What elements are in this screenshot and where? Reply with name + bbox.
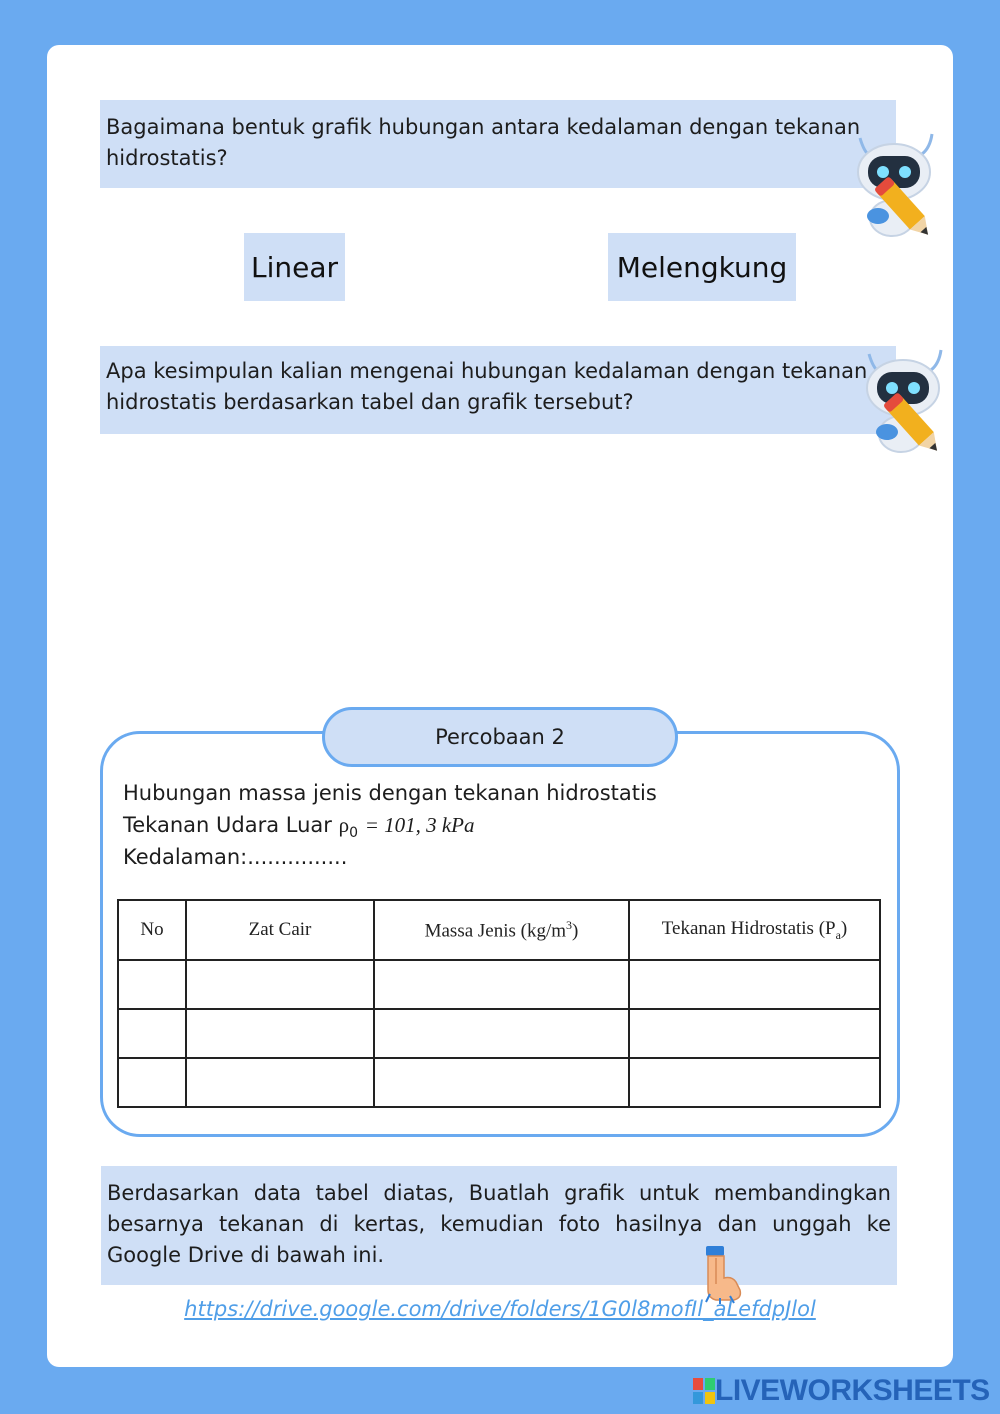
- outside-pressure-label: Tekanan Udara Luar: [123, 813, 332, 837]
- robot-pencil-icon: [848, 130, 944, 240]
- pressure-subscript: 0: [349, 825, 358, 842]
- cell-input[interactable]: [118, 1009, 186, 1058]
- cell-input[interactable]: [186, 1058, 374, 1107]
- cell-input[interactable]: [374, 1009, 629, 1058]
- cell-input[interactable]: [118, 1058, 186, 1107]
- table-row: [118, 1009, 880, 1058]
- cell-input[interactable]: [186, 960, 374, 1009]
- liveworksheets-logo: [693, 1374, 990, 1408]
- option-melengkung[interactable]: Melengkung: [608, 233, 796, 301]
- header-tekanan-close: ): [840, 917, 848, 939]
- cell-input[interactable]: [374, 960, 629, 1009]
- table-header-row: [118, 900, 880, 960]
- cell-input[interactable]: [629, 960, 880, 1009]
- header-massa-jenis-close: ): [572, 920, 579, 942]
- cell-input[interactable]: [629, 1058, 880, 1107]
- question-1: Bagaimana bentuk grafik hubungan antara kedalaman dengan tekanan hidrostatis?: [100, 100, 896, 188]
- experiment-title: Percobaan 2: [322, 707, 678, 767]
- pressure-value: = 101, 3 kPa: [364, 813, 475, 837]
- cell-input[interactable]: [186, 1009, 374, 1058]
- instruction-note: Berdasarkan data tabel diatas, Buatlah grafik untuk membandingkan besarnya tekanan di kertas, kemudian foto hasilnya dan unggah ke Google Drive di bawah ini.: [101, 1166, 897, 1285]
- pressure-symbol: ρ: [338, 813, 350, 837]
- cell-input[interactable]: [629, 1009, 880, 1058]
- header-massa-jenis-sup: 3: [566, 917, 573, 932]
- header-tekanan-label: Tekanan Hidrostatis (P: [661, 917, 836, 939]
- outside-pressure: [123, 813, 475, 841]
- header-massa-jenis-label: Massa Jenis (kg/m: [424, 920, 567, 942]
- depth-field: Kedalaman:...............: [123, 845, 348, 869]
- header-no: No: [118, 900, 186, 960]
- header-tekanan: [629, 900, 880, 960]
- table-row: [118, 960, 880, 1009]
- cell-input[interactable]: [118, 960, 186, 1009]
- header-tekanan-sub: a: [835, 927, 841, 942]
- option-linear[interactable]: Linear: [244, 233, 345, 301]
- table-row: [118, 1058, 880, 1107]
- header-massa-jenis: [374, 900, 629, 960]
- google-drive-link[interactable]: https://drive.google.com/drive/folders/1G0l8mofIl_aLefdpJlol: [184, 1297, 816, 1321]
- experiment-description: Hubungan massa jenis dengan tekanan hidrostatis: [123, 781, 657, 805]
- cell-input[interactable]: [374, 1058, 629, 1107]
- liveworksheets-brand: LIVEWORKSHEETS: [715, 1374, 990, 1407]
- data-table: [117, 899, 881, 1108]
- header-zat-cair: Zat Cair: [186, 900, 374, 960]
- liveworksheets-logo-icon: [693, 1378, 715, 1404]
- robot-pencil-icon: [857, 346, 953, 456]
- question-2: Apa kesimpulan kalian mengenai hubungan kedalaman dengan tekanan hidrostatis berdasarkan tabel dan grafik tersebut?: [100, 346, 896, 434]
